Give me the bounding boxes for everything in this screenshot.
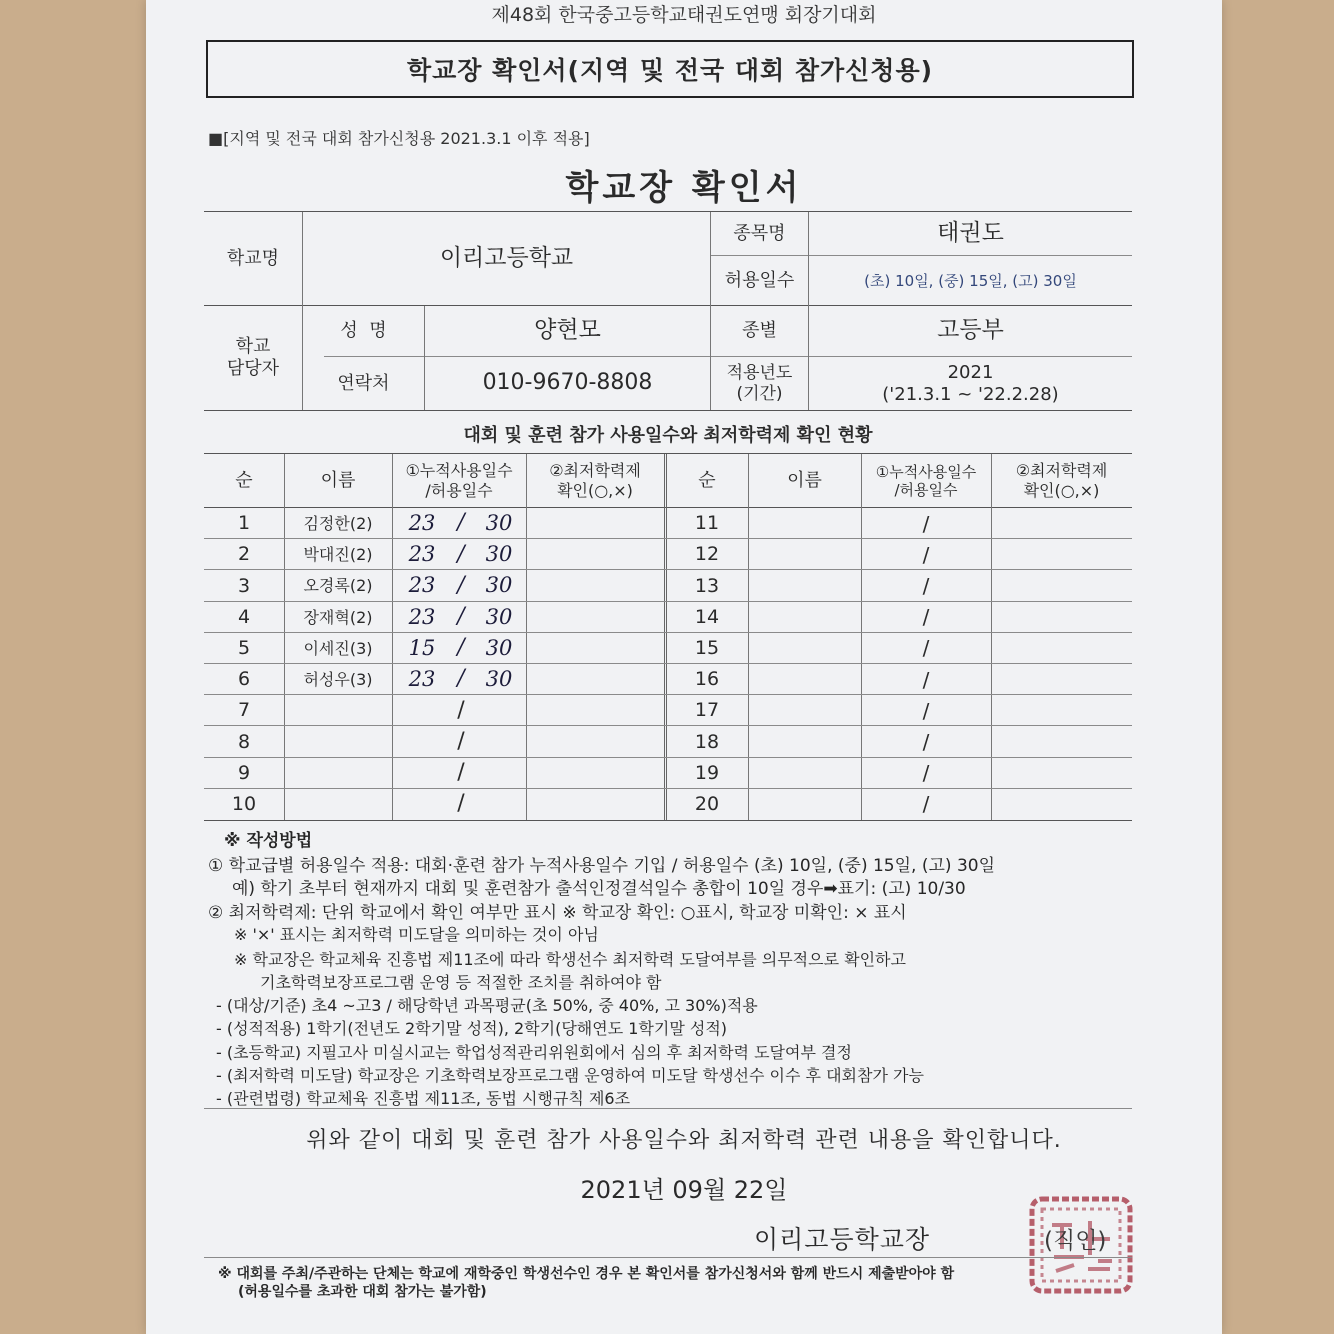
student-name (284, 695, 392, 726)
footer-note-1: ※ 대회를 주최/주관하는 단체는 학교에 재학중인 학생선수인 경우 본 확인서를 참가신청서와 함께 반드시 제출받아야 함 (218, 1266, 955, 1282)
header-name: 이름 (320, 469, 356, 491)
header-academic: ②최저학력제 확인(○,×) (549, 461, 641, 500)
slash: / (457, 635, 465, 661)
student-name: 허성우(3) (303, 670, 373, 689)
row-number-right: 18 (694, 730, 720, 753)
slash: / (457, 728, 465, 754)
student-name: 오경록(2) (303, 576, 373, 596)
slash-right: / (922, 542, 930, 567)
used-days (398, 695, 446, 726)
slash: / (457, 791, 465, 817)
student-name (284, 789, 392, 820)
row-number-right: 20 (694, 792, 720, 815)
note-line: - (관련법령) 학교체육 진흥법 제11조, 동법 시행규칙 제6조 (216, 1089, 631, 1108)
allowed-days (474, 758, 524, 789)
boxed-title: 학교장 확인서(지역 및 전국 대회 참가신청용) (406, 56, 934, 85)
event-value: 태권도 (937, 219, 1004, 246)
used-days: 23 (408, 573, 436, 598)
allowed-days-value: (초) 10일, (중) 15일, (고) 30일 (864, 271, 1077, 290)
header-academic-right: ②최저학력제 확인(○,×) (1015, 461, 1108, 500)
student-name: 이세진(3) (303, 638, 373, 658)
row-number: 7 (237, 699, 251, 722)
division-label: 종별 (742, 320, 777, 342)
allowed-days (474, 726, 524, 757)
year-value: 2021 ('21.3.1 ~ '22.2.28) (882, 361, 1059, 405)
division-value: 고등부 (937, 317, 1004, 344)
used-days: 23 (408, 667, 436, 691)
used-days (398, 789, 446, 820)
note-line: - (최저학력 미도달) 학교장은 기초학력보장프로그램 운영하여 미도달 학생선수 이수 후 대회참가 가능 (216, 1066, 924, 1085)
boxed-title-frame (206, 40, 1134, 98)
used-days: 23 (408, 511, 436, 535)
note-line: ① 학교급별 허용일수 적용: 대회·훈련 참가 누적사용일수 기입 / 허용일수 (초) 10일, (중) 15일, (고) 30일 (208, 856, 996, 876)
school-name-value: 이리고등학교 (439, 244, 574, 271)
footer-note-2: (허용일수를 초과한 대회 참가는 불가함) (238, 1284, 487, 1300)
contact-value: 010-9670-8808 (482, 370, 653, 396)
note-line: ② 최저학력제: 단위 학교에서 확인 여부만 표시 ※ 학교장 확인: ○표시, 학교장 미확인: × 표시 (208, 903, 907, 923)
used-days: 23 (408, 542, 436, 567)
row-number-right: 13 (694, 574, 720, 597)
used-days (398, 726, 446, 757)
slash-right: / (922, 792, 930, 817)
allowed-days: 30 (485, 542, 513, 567)
row-number: 9 (237, 761, 251, 784)
row-number-right: 16 (694, 668, 720, 691)
slash: / (457, 603, 465, 629)
row-number: 6 (237, 668, 251, 691)
name-label: 성 명 (340, 320, 387, 342)
row-number: 2 (237, 543, 251, 566)
confirm-sentence: 위와 같이 대회 및 훈련 참가 사용일수와 최저학력 관련 내용을 확인합니다. (306, 1128, 1062, 1153)
allowed-days: 30 (485, 604, 513, 629)
header-line: 제48회 한국중고등학교태권도연맹 회장기대회 (491, 4, 877, 26)
note-line: - (대상/기준) 초4 ~고3 / 해당학년 과목평균(초 50%, 중 40%, 고 30%)적용 (216, 996, 758, 1015)
row-number: 1 (237, 512, 251, 535)
used-days (398, 758, 446, 789)
slash-right: / (922, 698, 930, 723)
slash: / (457, 510, 465, 536)
allowed-days: 30 (485, 635, 513, 660)
note-line: - (성적적용) 1학기(전년도 2학기말 성적), 2학기(당해연도 1학기말 성적) (216, 1019, 728, 1038)
header-no-right: 순 (698, 469, 716, 491)
allowed-days: 30 (485, 573, 513, 598)
row-number-right: 12 (694, 543, 720, 566)
note-line: 기초학력보장프로그램 운영 등 적절한 조치를 취하여야 함 (260, 973, 662, 992)
header-days-right: ①누적사용일수 /허용일수 (875, 462, 977, 499)
seal-text: (직인) (1044, 1228, 1107, 1254)
student-name: 김정한(2) (303, 514, 373, 533)
student-name: 장재혁(2) (303, 607, 373, 627)
allowed-days (474, 695, 524, 726)
row-number-right: 19 (694, 761, 720, 784)
student-name: 박대진(2) (303, 545, 373, 565)
used-days: 15 (408, 635, 436, 660)
row-number-right: 14 (694, 605, 720, 628)
slash-right: / (922, 511, 930, 536)
note-line: 예) 학기 초부터 현재까지 대회 및 훈련참가 출석인정결석일수 총합이 10일 경우➡표기: (고) 10/30 (232, 879, 966, 899)
row-number: 4 (237, 605, 251, 628)
slash-right: / (922, 636, 930, 661)
slash: / (457, 697, 465, 723)
manager-name-value: 양현모 (534, 317, 601, 344)
row-number: 8 (237, 730, 251, 753)
event-label: 종목명 (733, 222, 786, 244)
slash: / (457, 759, 465, 785)
slash-right: / (922, 605, 930, 630)
header-no: 순 (235, 469, 253, 491)
used-days: 23 (408, 604, 436, 629)
date: 2021년 09월 22일 (580, 1176, 788, 1204)
row-number-right: 11 (694, 512, 720, 535)
row-number: 3 (237, 574, 251, 597)
subnote: ■[지역 및 전국 대회 참가신청용 2021.3.1 이후 적용] (208, 129, 590, 148)
school-name-label: 학교명 (226, 247, 280, 269)
allowed-days (474, 789, 524, 820)
main-title: 학교장 확인서 (565, 168, 803, 208)
row-number: 5 (237, 636, 251, 659)
note-line: ※ 학교장은 학교체육 진흥법 제11조에 따라 학생선수 최저학력 도달여부를 의무적으로 확인하고 (234, 950, 906, 969)
slash: / (457, 666, 465, 692)
allowed-days-label: 허용일수 (724, 269, 795, 291)
allowed-days: 30 (485, 667, 513, 691)
note-line: - (초등학교) 지필고사 미실시교는 학업성적관리위원회에서 심의 후 최저학력 도달여부 결정 (216, 1043, 852, 1062)
slash-right: / (922, 667, 930, 692)
row-number-right: 17 (694, 699, 720, 722)
document-page (146, 0, 1222, 1334)
slash-right: / (922, 761, 930, 786)
slash: / (457, 572, 465, 598)
header-days: ①누적사용일수 /허용일수 (405, 461, 513, 500)
contact-label: 연락처 (337, 372, 390, 394)
row-number-right: 15 (694, 636, 720, 659)
allowed-days: 30 (485, 511, 513, 535)
student-name (284, 726, 392, 757)
note-line: ※ 작성방법 (224, 831, 313, 851)
header-name-right: 이름 (787, 469, 822, 491)
slash-right: / (922, 573, 930, 598)
slash: / (457, 541, 465, 567)
row-number: 10 (231, 792, 257, 815)
signer: 이리고등학교장 (754, 1225, 931, 1254)
year-label: 적용년도 (기간) (726, 363, 793, 404)
note-line: ※ '×' 표시는 최저학력 미도달을 의미하는 것이 아님 (234, 925, 599, 944)
slash-right: / (922, 729, 930, 754)
student-name (284, 758, 392, 789)
section-title: 대회 및 훈련 참가 사용일수와 최저학력제 확인 현황 (463, 425, 873, 446)
manager-label: 학교 담당자 (226, 336, 280, 379)
